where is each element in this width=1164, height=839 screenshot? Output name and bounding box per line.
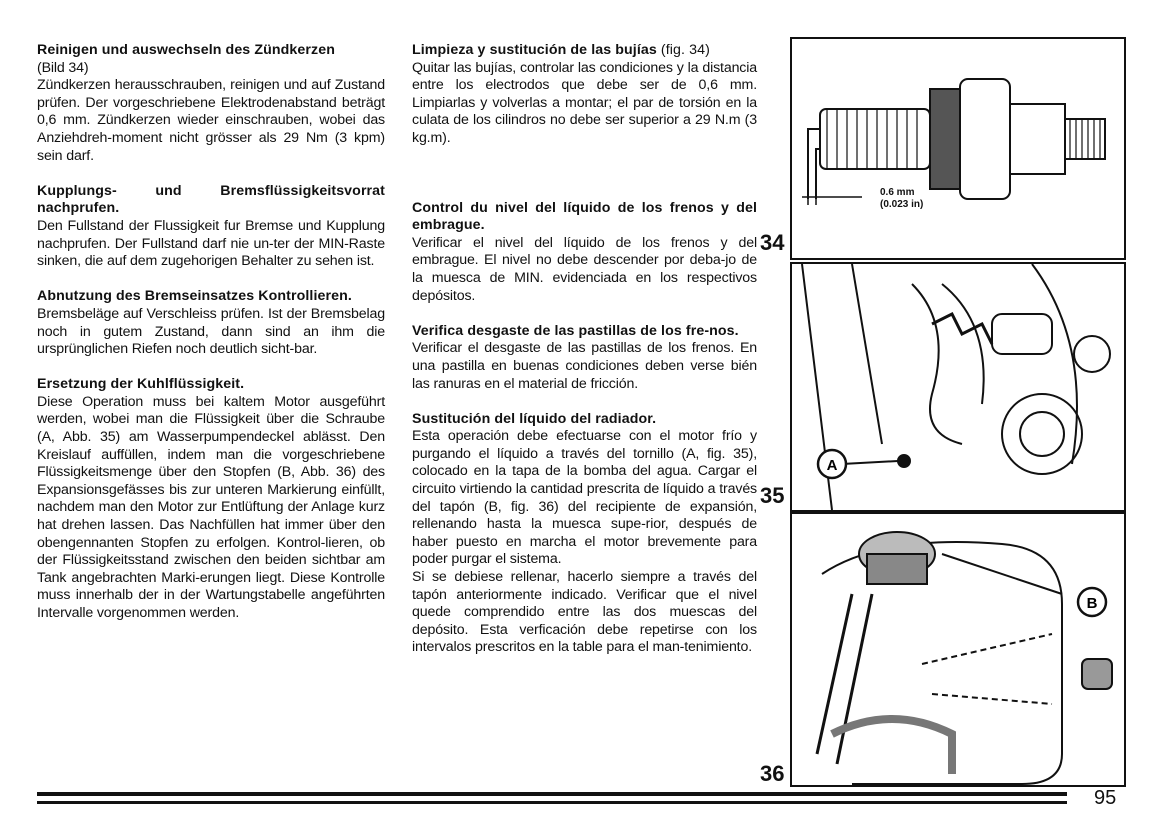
- section-title: Control du nivel del líquido de los frenos y del embrague.: [412, 199, 757, 234]
- section-coolant-es: [412, 411, 757, 657]
- figure-number-36: 36: [760, 761, 785, 786]
- figure-number-34: 34: [760, 230, 785, 255]
- section-title: Verifica desgaste de las pastillas de los fre-nos.: [412, 322, 739, 339]
- section-fluid-level-es: [412, 200, 757, 306]
- expansion-tank-illustration: [792, 514, 1124, 785]
- spark-plug-illustration: [792, 39, 1124, 258]
- spanish-column: [412, 42, 757, 675]
- section-title: Reinigen und auswechseln des Zündkerzen: [37, 42, 335, 58]
- title-figure-ref: (fig. 34): [656, 42, 710, 58]
- section-subtitle: (Bild 34): [37, 59, 89, 76]
- section-title: Abnutzung des Bremseinsatzes Kontrollieren.: [37, 288, 352, 305]
- section-spark-plugs-de: [37, 42, 385, 165]
- figure-34-spark-plug: [790, 37, 1126, 260]
- water-pump-illustration: [792, 264, 1124, 510]
- german-column: [37, 42, 385, 640]
- figure-35-water-pump: [790, 262, 1126, 512]
- section-body: Verificar el desgaste de las pastillas de los frenos. En una pastilla en buenas condiciones deben verse bién las ranuras en el material de fricción.: [412, 340, 757, 392]
- section-title: [412, 42, 757, 60]
- section-brake-wear-es: [412, 323, 757, 393]
- section-body: Diese Operation muss bei kaltem Motor ausgeführt werden, wobei man die Flüssigkeit über die Schraube (A, Abb. 35) am Wasserpumpendeckel ablässt. Den Kreislauf auffüllen, indem man die vorgeschriebene Flüssigkeitsmenge über den Stopfen (B, Abb. 36) des Expansionsgefässes bis zur unteren Markierung einfüllt, nachdem man den Motor zur Entlüftung der Anlage kurz hat drehen lassen. Das Nachfüllen hat immer über den obengennanten Stopfen zu erfolgen. Kontrol-lieren, ob der Flüssigkeitsstand zwischen den beiden sichtbar am Tank angebrachten Marki-erungen liegt. Diese Kontrolle muss innerhalb der in der Wartungstabelle angeführten Intervalle vorgenommen werden.: [37, 393, 385, 621]
- section-body: Bremsbeläge auf Verschleiss prüfen. Ist der Bremsbelag noch in gutem Zustand, dann sind an ihm die ursprünglichen Riefen noch deutlich sicht-bar.: [37, 305, 385, 358]
- footer-rule-bottom: [37, 801, 1067, 804]
- section-body: Quitar las bujías, controlar las condiciones y la distancia entre los electrodos que debe ser de 0,6 mm. Limpiarlas y volverlas a montar; el par de torsión en la culata de los cilindros no debe ser superior a 29 N.m (3 kg.m).: [412, 59, 757, 146]
- page-number: 95: [1094, 787, 1117, 809]
- callout-b: B: [1086, 595, 1098, 612]
- figure-36-expansion-tank: [790, 512, 1126, 787]
- figure-number-35: 35: [760, 483, 785, 508]
- section-title: Ersetzung der Kuhlflüssigkeit.: [37, 376, 245, 393]
- section-body: Esta operación debe efectuarse con el motor frío y purgando el líquido a través del tornillo (A, fig. 35), colocado en la tapa de la bomba del agua. Cargar el circuito virtiendo la cantidad prescrita de líquido a través del tapón (B, fig. 36) del recipiente de expansión, rellenando hasta la muesca supe-rior, después de haber puesto en marcha el motor brevemente para poder purgar el sistema.: [412, 428, 757, 568]
- gap-in: (0.023 in): [880, 199, 924, 210]
- section-body: Zündkerzen herausschrauben, reinigen und auf Zustand prüfen. Der vorgeschriebene Elektrodenabstand beträgt 0,6 mm. Zündkerzen wieder einschrauben, wobei das Anziehdreh-moment nicht grösser als 29 Nm (3 kpm) sein darf.: [37, 77, 385, 164]
- section-coolant-de: [37, 376, 385, 622]
- section-title: Kupplungs- und Bremsflüssigkeitsvorrat nachprufen.: [37, 182, 385, 217]
- section-body-2: Si se debiese rellenar, hacerlo siempre a través del tapón anteriormente indicado. Verificar que el nivel quede comprendido entre las dos muescas del depósito. Esta verficación debe repetirse con los intervalos prescritos en la table para el man-tenimiento.: [412, 569, 757, 656]
- gap-mm: 0.6 mm: [880, 187, 915, 198]
- section-brake-wear-de: [37, 288, 385, 358]
- section-body: Den Fullstand der Flussigkeit fur Bremse und Kupplung nachprufen. Der Fullstand darf nie un-ter der MIN-Raste sinken, die auf dem zugehorigen Behalter zu sehen ist.: [37, 217, 385, 270]
- footer-rule-top: [37, 792, 1067, 796]
- gap-label: [880, 187, 923, 211]
- section-title: Sustitución del líquido del radiador.: [412, 410, 657, 427]
- callout-a: A: [826, 457, 838, 474]
- section-fluid-level-de: [37, 183, 385, 271]
- section-body: Verificar el nivel del líquido de los frenos y del embrague. El nivel no debe descender por deba-jo de la muesca de MIN. evidenciada en los respectivos depósitos.: [412, 234, 757, 304]
- section-spark-plugs-es: [412, 42, 757, 148]
- title-text: Limpieza y sustitución de las bujías: [412, 42, 657, 58]
